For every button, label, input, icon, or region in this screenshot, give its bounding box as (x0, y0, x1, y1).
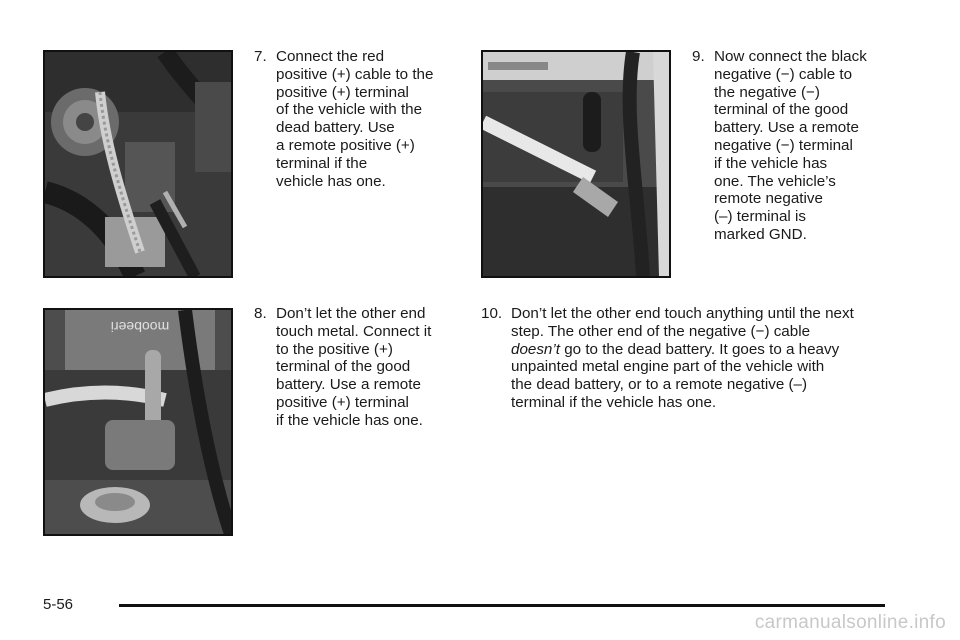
step-9-number: 9. (692, 48, 705, 65)
step-8-text: Don’t let the other end touch metal. Connect it to the positive (+) terminal of the good battery. Use a remote positive (+) terminal if the vehicle has one. (276, 305, 432, 429)
step-7-number: 7. (254, 48, 267, 65)
step-8 (254, 305, 486, 430)
step-8-number: 8. (254, 305, 267, 322)
good-battery-negative-photo (481, 50, 671, 278)
step-9 (692, 48, 914, 244)
step-10-emphasis: doesn’t (511, 340, 560, 358)
footer-rule (119, 604, 885, 607)
step-10-text-a: Don’t let the other end touch anything until the next step. The other end of the negative (−) cable (511, 305, 854, 340)
page-number: 5-56 (43, 596, 74, 613)
battery-brand-label: moobeeri (110, 319, 170, 335)
step-10-text-b: go to the dead battery. It goes to a heavy unpainted metal engine part of the vehicle with the dead battery, or to a remote negative (–) terminal if the vehicle has one. (511, 340, 840, 411)
watermark: carmanualsonline.info (754, 612, 946, 633)
engine-terminal-photo (43, 50, 233, 278)
battery-positive-photo (43, 308, 233, 536)
step-9-text: Now connect the black negative (−) cable to the negative (−) terminal of the good battery. Use a remote negative (−) terminal if the vehicle has one. The vehicle’s remote negative (–) terminal is marked GND. (714, 48, 867, 243)
step-10 (481, 305, 941, 412)
step-7-text: Connect the red positive (+) cable to the positive (+) terminal of the vehicle with the dead battery. Use a remote positive (+) terminal if the vehicle has one. (276, 48, 434, 190)
step-10-number: 10. (481, 305, 503, 322)
step-7 (254, 48, 486, 190)
